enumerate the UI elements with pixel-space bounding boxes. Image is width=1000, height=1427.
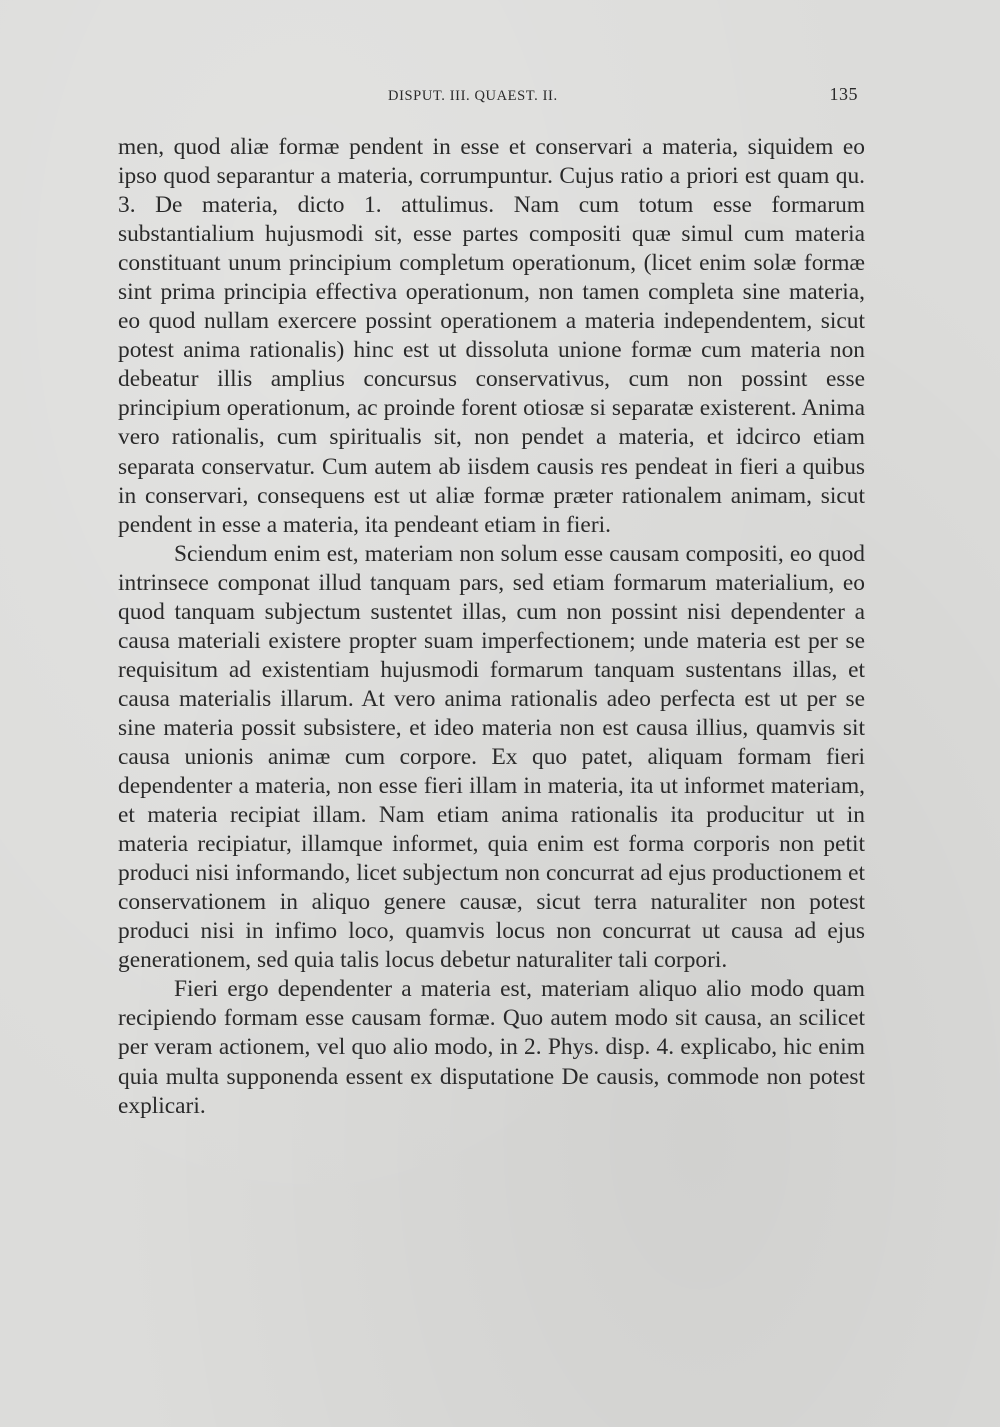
paragraph-fieri: Fieri ergo dependenter a materia est, materiam aliquo alio modo quam recipiendo formam esse causam formæ. Quo autem modo sit causa, an scilicet per veram actionem, vel quo alio modo, in 2. Phys. disp. 4. explicabo, hic enim quia multa supponenda essent ex disputatione De causis, commode non potest explicari. (118, 976, 865, 1119)
paragraph-sciendum: Sciendum enim est, materiam non solum esse causam compositi, eo quod intrinsece componat illud tanquam pars, sed etiam formarum materialium, eo quod tanquam subjectum sustentet illas, cum non possint nisi dependenter a causa materiali existere propter suam imperfectionem; unde materia est per se requisitum ad existentiam hujusmodi formarum tanquam sustentans illas, et causa materialis illarum. At vero anima rationalis adeo perfecta est ut per se sine materia possit subsistere, et ideo materia non est causa illius, quamvis sit causa unionis animæ cum corpore. Ex quo patet, aliquam formam fieri dependenter a materia, non esse fieri illam in materia, ita ut informet materiam, et materia recipiat illam. Nam etiam anima rationalis ita producitur ut in materia recipiatur, illamque informet, quia enim est forma corporis non petit produci nisi informando, licet subjectum non concurrat ad ejus productionem et conservationem in aliquo genere causæ, sicut terra naturaliter non potest produci nisi in infimo loco, quamvis locus non concurrat ut causa ad ejus generationem, sed quia talis locus debetur naturaliter tali corpori. (118, 540, 865, 974)
body-text (118, 133, 865, 1121)
running-head (118, 84, 868, 108)
page-number: 135 (829, 84, 858, 104)
running-title: DISPUT. III. QUAEST. II. (388, 88, 558, 104)
paragraph-continuation: men, quod aliæ formæ pendent in esse et conservari a materia, siquidem eo ipso quod separantur a materia, corrumpuntur. Cujus ratio a priori est quam qu. 3. De materia, dicto 1. attulimus. Nam cum totum esse formarum substantialium hujusmodi sit, esse partes compositi quæ simul cum materia constituant unum principium completum operationum, (licet enim solæ formæ sint prima principia effectiva operationum, non tamen completa sine materia, eo quod nullam exercere possint operationem a materia independentem, sicut potest anima rationalis) hinc est ut dissoluta unione formæ cum materia non debeatur illis amplius concursus conservativus, cum non possint esse principium operationum, ac proinde forent otiosæ si separatæ existerent. Anima vero rationalis, cum spiritualis sit, non pendet a materia, et idcirco etiam separata conservatur. Cum autem ab iisdem causis res pendeat in fieri a quibus in conservari, consequens est ut aliæ formæ præter rationalem animam, sicut pendent in esse a materia, ita pendeant etiam in fieri. (118, 134, 865, 538)
